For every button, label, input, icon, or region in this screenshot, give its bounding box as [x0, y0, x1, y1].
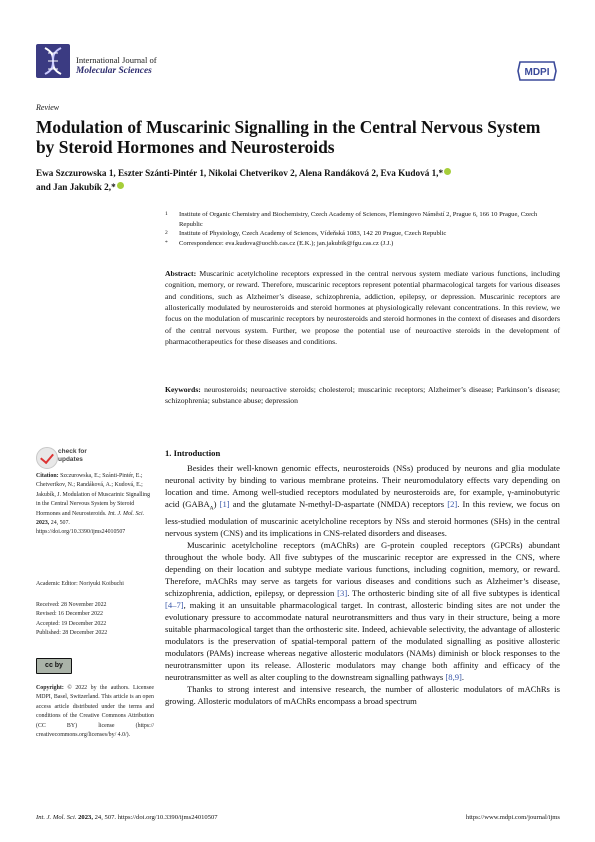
body-text	[165, 462, 560, 707]
text-run: Muscarinic acetylcholine receptors (mAChRs) are G-protein coupled receptors (GPCRs) abundant throughout the whole body. All five subtypes of the muscarinic receptor are expressed in the CNS, where depending on their location and subtype mediate various functions, including cognition, memory, or reward. Therefore, mAChRs may serve as targets for various diseases and conditions such as Alzheimer’s disease, schizophrenia, addiction, epilepsy, or depression	[165, 539, 560, 598]
paragraph	[165, 683, 560, 707]
keywords-label: Keywords:	[165, 385, 201, 394]
keywords-text: neurosteroids; neuroactive steroids; cholesterol; muscarinic receptors; Alzheimer’s disease; Parkinson’s disease; schizophrenia; substance abuse; depression	[165, 385, 560, 406]
citation-block	[36, 472, 154, 538]
citation-journal: Int. J. Mol. Sci.	[108, 510, 145, 517]
text-run: .	[461, 671, 465, 682]
subscript: A	[209, 505, 214, 512]
footer-journal-url[interactable]: https://www.mdpi.com/journal/ijms	[465, 814, 560, 821]
authors-line2: and Jan Jakubík 2,*	[36, 182, 116, 192]
check-for-updates-badge[interactable]	[36, 447, 96, 469]
text-run: . The orthosteric binding site of all five subtypes is identical	[347, 587, 560, 598]
cc-by-license-badge[interactable]: cc by	[36, 658, 72, 674]
text-run: and the glutamate N-methyl-D-aspartate (NMDA) receptors	[229, 499, 448, 510]
keywords	[165, 384, 560, 407]
check-icon	[36, 447, 58, 469]
check-updates-line2: updates	[58, 456, 83, 463]
affiliation-number: *	[165, 239, 168, 246]
citation-year: 2023,	[36, 520, 50, 527]
text-run: Besides their well-known genomic effects, neurosteroids (NSs) produced by neurons and glia modulate neuronal activity by binding to various membrane proteins. Their neuromodulatory effects vary depending on location and time. Among well-studied receptors modulated by neurosteroids are, for example, γ-aminobutyric acid (GABA	[165, 463, 560, 510]
correspondence-text: Correspondence: eva.kudova@uochb.cas.cz (E.K.); jan.jakubik@fgu.cas.cz (J.J.)	[179, 239, 394, 247]
copyright-label: Copyright:	[36, 685, 64, 691]
citation-link[interactable]: [8,9]	[445, 671, 462, 682]
abstract-label: Abstract:	[165, 269, 197, 278]
text-run: Thanks to strong interest and intensive research, the number of allosteric modulators of mAChRs is growing. Allosteric modulators of mAChRs encompass a broad spectrum	[165, 684, 560, 707]
affiliation-item	[165, 239, 560, 249]
citation-text: Szczurowska, E.; Szánti-Pintér, E.; Chetverikov, N.; Randáková, A.; Kudová, E.; Jakubík, J. Modulation of Muscarinic Signalling in the Central Nervous System by Steroid Hormones and Neurosteroids.	[36, 473, 151, 517]
section-heading: 1. Introduction	[165, 448, 221, 458]
citation-link[interactable]: [4–7]	[165, 599, 184, 610]
orcid-icon[interactable]	[444, 168, 451, 175]
journal-name-line2: Molecular Sciences	[76, 66, 152, 76]
journal-name-line1: International Journal of	[76, 55, 157, 65]
citation-link[interactable]: [1]	[219, 499, 230, 510]
page-title: Modulation of Muscarinic Signalling in the Central Nervous System by Steroid Hormones and Neurosteroids	[36, 117, 541, 157]
footer-year: 2023,	[78, 814, 93, 821]
copyright-block	[36, 684, 154, 740]
dna-icon	[36, 44, 70, 78]
page-footer	[36, 813, 560, 822]
authors-line1: Ewa Szczurowska 1, Eszter Szánti-Pintér 1, Nikolai Chetverikov 2, Alena Randáková 2, Eva Kudová 1,*	[36, 168, 444, 178]
paragraph	[165, 462, 560, 539]
abstract-text: Muscarinic acetylcholine receptors expressed in the central nervous system mediate various functions, including cognition, memory, or reward. Therefore, muscarinic receptors represent potential pharmacological targets for various diseases and conditions, such as Alzheimer’s disease, schizophrenia, addiction, epilepsy, or depression. Muscarinic receptors are allosterically modulated by neurosteroids and steroid hormones at physiologically relevant concentrations. In this review, we focus on the modulation of muscarinic receptors by neurosteroids and steroid hormones in the context of diseases and disorders of the central nervous system. Further, we propose the potential use of neuroactive steroids in the development of pharmacotherapeutics for these diseases and conditions.	[165, 269, 561, 347]
text-run: )	[213, 499, 220, 510]
citation-label: Citation:	[36, 473, 59, 479]
mdpi-logo	[516, 60, 558, 82]
footer-doi[interactable]: 24, 507. https://doi.org/10.3390/ijms24010507	[94, 814, 218, 821]
affiliation-item	[165, 229, 560, 239]
text-run: , making it an unsuitable pharmacological target. In contrast, allosteric binding sites are not under the evolutionary pressure to accommodate natural neurotransmitters and thus vary in their structure, being a more suitable pharmacological target than the orthosteric site. Indeed, achievable selectivity, the advantage of allosteric modulators is the preservation of spatial-temporal pattern of the modulated signalling as positive allosteric modulators (PAMs) increase whereas negative allosteric modulators (NAMs) diminish or block responses to the neurotransmitter upon its release. Allosteric modulators may change both affinity and efficacy of the neurotransmitter as well as alter coupling to the downstream signalling pathways	[165, 599, 560, 682]
paragraph	[165, 539, 560, 683]
footer-journal: Int. J. Mol. Sci.	[36, 814, 77, 821]
journal-name	[76, 55, 157, 77]
affiliations	[165, 210, 560, 248]
mdpi-logo-text: MDPI	[524, 67, 550, 78]
check-updates-line1: check for	[58, 448, 87, 455]
date-published: Published: 28 December 2022	[36, 630, 108, 637]
citation-link[interactable]: [3]	[337, 587, 348, 598]
date-revised: Revised: 16 December 2022	[36, 611, 103, 618]
author-list	[36, 166, 556, 194]
copyright-text: © 2022 by the authors. Licensee MDPI, Basel, Switzerland. This article is an open access article distributed under the terms and conditions of the Creative Commons Attribution (CC BY) license (https:// creativecommons.org/licenses/by/ 4.0/).	[36, 685, 154, 739]
affiliation-number: 1	[165, 211, 168, 217]
affiliation-text: Institute of Physiology, Czech Academy of Sciences, Vídeňská 1083, 142 20 Prague, Czech Republic	[179, 230, 447, 238]
publication-dates	[36, 601, 154, 639]
orcid-icon[interactable]	[117, 182, 124, 189]
date-received: Received: 28 November 2022	[36, 602, 107, 608]
affiliation-item	[165, 210, 560, 229]
abstract	[165, 268, 560, 347]
citation-link[interactable]: [2]	[447, 499, 458, 510]
text-run: . In this review, we focus on less-studied modulation of muscarinic acetylcholine receptors by NSs and steroid hormones (SHs) in the central nervous system (CNS) and its implications in CNS-related disorders and diseases.	[165, 499, 560, 538]
journal-logo	[36, 44, 70, 78]
academic-editor: Academic Editor: Noriyuki Koibuchi	[36, 581, 124, 587]
affiliation-number: 2	[165, 230, 168, 237]
citation-doi[interactable]: 24, 507. https://doi.org/10.3390/ijms24010507	[36, 520, 126, 536]
article-type: Review	[36, 103, 60, 112]
date-accepted: Accepted: 19 December 2022	[36, 620, 107, 627]
affiliation-text: Institute of Organic Chemistry and Biochemistry, Czech Academy of Sciences, Flemingovo Náměstí 2, Prague 6, 166 10 Prague, Czech Republic	[179, 211, 538, 228]
